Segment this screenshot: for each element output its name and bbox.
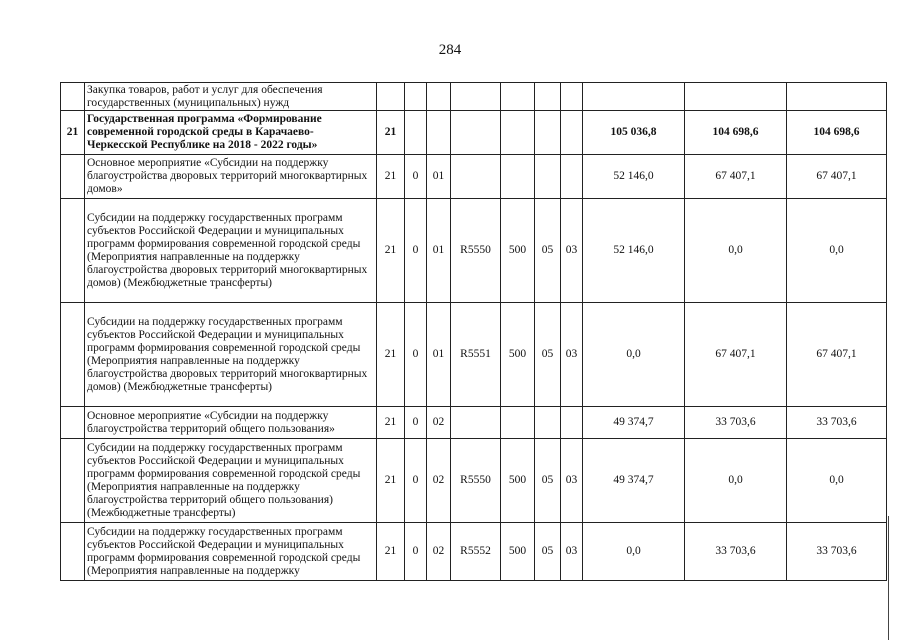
code-subsection: 03 — [561, 199, 583, 303]
amount-year-2: 0,0 — [685, 439, 787, 523]
code-program: 21 — [377, 439, 405, 523]
amount-year-3: 67 407,1 — [787, 155, 887, 199]
code-direction: R5552 — [451, 523, 501, 581]
code-subsection: 03 — [561, 439, 583, 523]
row-name: Субсидии на поддержку государственных программ субъектов Российской Федерации и муниципальных программ формирования современной городской среды (Мероприятия направленные на поддержку благоустройства дворовых территорий многоквартирных домов) (Межбюджетные трансферты) — [85, 303, 377, 407]
code-section — [535, 407, 561, 439]
code-section: 05 — [535, 439, 561, 523]
code-expense-type: 500 — [501, 523, 535, 581]
row-name: Субсидии на поддержку государственных программ субъектов Российской Федерации и муниципальных программ формирования современной городской среды (Мероприятия направленные на поддержку благоустройства дворовых территорий многоквартирных домов) (Межбюджетные трансферты) — [85, 199, 377, 303]
code-program: 21 — [377, 523, 405, 581]
code-event: 02 — [427, 523, 451, 581]
code-subsection — [561, 111, 583, 155]
code-subprogram: 0 — [405, 523, 427, 581]
scan-edge-line — [888, 516, 889, 640]
amount-year-2: 33 703,6 — [685, 407, 787, 439]
code-event — [427, 111, 451, 155]
table-row — [61, 407, 887, 439]
code-section: 05 — [535, 303, 561, 407]
code-expense-type — [501, 83, 535, 111]
amount-year-3 — [787, 83, 887, 111]
table-row — [61, 111, 887, 155]
code-expense-type: 500 — [501, 439, 535, 523]
code-subprogram: 0 — [405, 303, 427, 407]
amount-year-3: 0,0 — [787, 439, 887, 523]
row-index — [61, 303, 85, 407]
amount-year-3: 33 703,6 — [787, 407, 887, 439]
code-subsection — [561, 83, 583, 111]
code-section: 05 — [535, 523, 561, 581]
amount-year-1: 52 146,0 — [583, 199, 685, 303]
amount-year-3: 33 703,6 — [787, 523, 887, 581]
amount-year-1: 0,0 — [583, 303, 685, 407]
table-row — [61, 303, 887, 407]
code-subsection: 03 — [561, 303, 583, 407]
code-event: 02 — [427, 407, 451, 439]
code-section: 05 — [535, 199, 561, 303]
code-expense-type: 500 — [501, 303, 535, 407]
table-row — [61, 155, 887, 199]
code-direction: R5550 — [451, 439, 501, 523]
amount-year-1: 52 146,0 — [583, 155, 685, 199]
code-direction — [451, 111, 501, 155]
code-subprogram — [405, 111, 427, 155]
code-section — [535, 83, 561, 111]
code-subsection — [561, 155, 583, 199]
code-expense-type — [501, 111, 535, 155]
code-subprogram: 0 — [405, 199, 427, 303]
table-row — [61, 523, 887, 581]
row-index — [61, 199, 85, 303]
row-name: Государственная программа «Формирование современной городской среды в Карачаево-Черкесской Республике на 2018 - 2022 годы» — [85, 111, 377, 155]
code-subprogram: 0 — [405, 155, 427, 199]
code-event — [427, 83, 451, 111]
code-subprogram: 0 — [405, 407, 427, 439]
amount-year-2: 33 703,6 — [685, 523, 787, 581]
code-expense-type — [501, 155, 535, 199]
table-row — [61, 439, 887, 523]
amount-year-3: 0,0 — [787, 199, 887, 303]
code-program: 21 — [377, 155, 405, 199]
amount-year-1: 0,0 — [583, 523, 685, 581]
code-subprogram: 0 — [405, 439, 427, 523]
code-event: 01 — [427, 303, 451, 407]
code-section — [535, 111, 561, 155]
row-index — [61, 83, 85, 111]
amount-year-2: 104 698,6 — [685, 111, 787, 155]
code-direction: R5550 — [451, 199, 501, 303]
row-index — [61, 407, 85, 439]
amount-year-1: 49 374,7 — [583, 439, 685, 523]
code-event: 01 — [427, 199, 451, 303]
amount-year-3: 104 698,6 — [787, 111, 887, 155]
code-subprogram — [405, 83, 427, 111]
row-index: 21 — [61, 111, 85, 155]
code-program: 21 — [377, 407, 405, 439]
amount-year-2: 0,0 — [685, 199, 787, 303]
row-name: Основное мероприятие «Субсидии на поддержку благоустройства территорий общего пользования» — [85, 407, 377, 439]
amount-year-1: 105 036,8 — [583, 111, 685, 155]
row-index — [61, 439, 85, 523]
code-subsection: 03 — [561, 523, 583, 581]
table-row — [61, 199, 887, 303]
code-direction — [451, 83, 501, 111]
code-event: 01 — [427, 155, 451, 199]
row-name: Субсидии на поддержку государственных программ субъектов Российской Федерации и муниципальных программ формирования современной городской среды (Мероприятия направленные на поддержку — [85, 523, 377, 581]
row-name: Основное мероприятие «Субсидии на поддержку благоустройства дворовых территорий многоквартирных домов» — [85, 155, 377, 199]
amount-year-2: 67 407,1 — [685, 303, 787, 407]
amount-year-2: 67 407,1 — [685, 155, 787, 199]
code-event: 02 — [427, 439, 451, 523]
code-expense-type: 500 — [501, 199, 535, 303]
amount-year-1 — [583, 83, 685, 111]
code-direction: R5551 — [451, 303, 501, 407]
budget-table — [60, 82, 887, 581]
code-direction — [451, 407, 501, 439]
code-program: 21 — [377, 111, 405, 155]
code-expense-type — [501, 407, 535, 439]
code-program: 21 — [377, 199, 405, 303]
code-program — [377, 83, 405, 111]
row-name: Субсидии на поддержку государственных программ субъектов Российской Федерации и муниципальных программ формирования современной городской среды (Мероприятия направленные на поддержку благоустройства территорий общего пользования) (Межбюджетные трансферты) — [85, 439, 377, 523]
code-section — [535, 155, 561, 199]
amount-year-1: 49 374,7 — [583, 407, 685, 439]
code-direction — [451, 155, 501, 199]
amount-year-3: 67 407,1 — [787, 303, 887, 407]
row-index — [61, 155, 85, 199]
row-name: Закупка товаров, работ и услуг для обеспечения государственных (муниципальных) нужд — [85, 83, 377, 111]
code-program: 21 — [377, 303, 405, 407]
page-number: 284 — [438, 42, 462, 58]
code-subsection — [561, 407, 583, 439]
amount-year-2 — [685, 83, 787, 111]
row-index — [61, 523, 85, 581]
table-row — [61, 83, 887, 111]
